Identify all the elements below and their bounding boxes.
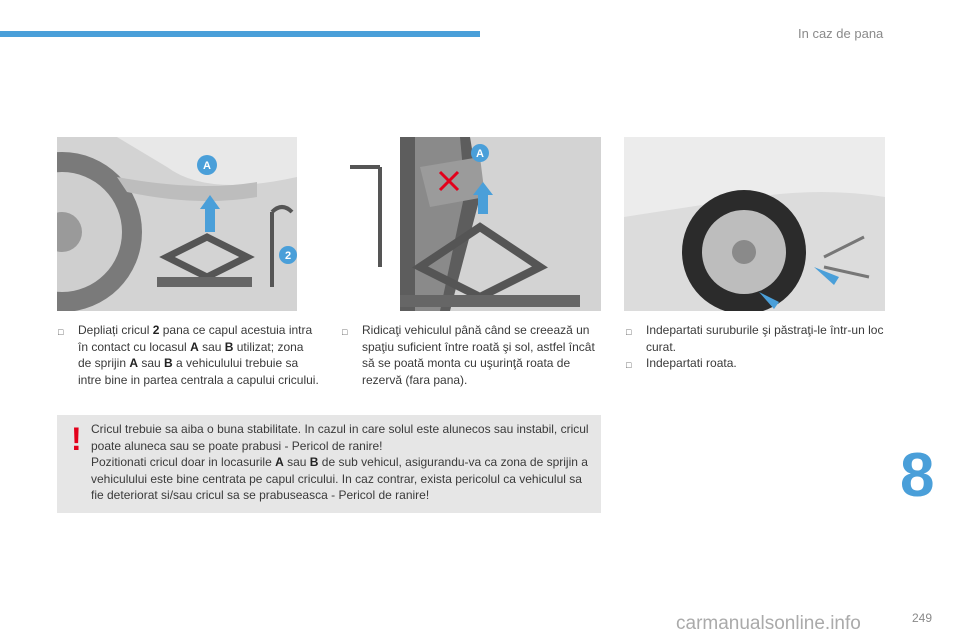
- text-run: pana ce capul acestuia intra în contact cu locasul: [78, 323, 313, 354]
- text-run: sau: [198, 339, 225, 354]
- bold-term: A: [275, 455, 284, 469]
- text-run: de sub vehicul, asigurandu-va ca zona de sprijin a vehiculului este bine centrata pe capul cricului. In caz contrar, exista pericolul ca vehiculul sa fie deteriorat si/sau cricul sa se prabuseasca - Pericol de ranire!: [91, 455, 588, 502]
- label-a: A: [203, 160, 211, 172]
- page-number: 249: [912, 611, 933, 625]
- remove-wheel-illustration: [624, 137, 885, 311]
- step-text-2: [342, 322, 600, 388]
- warning-box: [57, 415, 601, 513]
- text-run: Depliați cricul: [78, 323, 153, 337]
- text-run: a vehiculului trebuie sa intre bine in partea centrala a capului cricului.: [78, 356, 319, 387]
- step-text-3: [626, 322, 884, 374]
- text-run: Pozitionati cricul doar in locasurile: [91, 455, 276, 469]
- header-accent-bar: [0, 31, 480, 37]
- chapter-number: 8: [900, 441, 935, 510]
- step-2-text: [362, 322, 600, 388]
- jack-positioning-illustration: [57, 137, 297, 311]
- bullet-icon: □: [58, 327, 64, 337]
- bold-term: B: [309, 455, 319, 469]
- step-3-item-2: Indepartati roata.: [646, 356, 737, 370]
- lift-vehicle-illustration: [340, 137, 601, 311]
- text-run: sau: [283, 455, 310, 469]
- bullet-icon: □: [342, 327, 348, 337]
- bold-term: 2: [152, 323, 160, 337]
- step-3-item-1: Indepartati suruburile şi păstraţi-le într-un loc curat.: [646, 323, 884, 354]
- warning-text: [91, 421, 595, 504]
- label-a-2: A: [476, 148, 484, 160]
- label-2: 2: [284, 250, 292, 262]
- bold-term: B: [224, 339, 234, 354]
- text-run: Ridicaţi vehiculul până când se creează un spaţiu suficient între roată şi sol, astfel încât să se poată monta cu uşurinţă roata de rezervă (fara pana).: [362, 323, 595, 387]
- bold-term: A: [190, 339, 199, 354]
- warning-line-2: [91, 454, 595, 504]
- step-text-1: [58, 322, 320, 388]
- text-run: sau: [138, 356, 165, 370]
- bullet-icon: □: [626, 360, 632, 370]
- section-title: In caz de pana: [798, 26, 884, 41]
- watermark: carmanualsonline.info: [676, 613, 861, 634]
- warning-line-1: Cricul trebuie sa aiba o buna stabilitate. In cazul in care solul este alunecos sau instabil, cricul poate aluneca sau se poate prabusi - Pericol de ranire!: [91, 422, 589, 453]
- step-1-text: [78, 322, 320, 388]
- bold-term: A: [129, 356, 139, 370]
- text-run: utilizat; zona de sprijin: [78, 339, 304, 370]
- bold-term: B: [164, 356, 173, 370]
- bullet-icon: □: [626, 327, 632, 337]
- warning-icon: !: [71, 421, 82, 457]
